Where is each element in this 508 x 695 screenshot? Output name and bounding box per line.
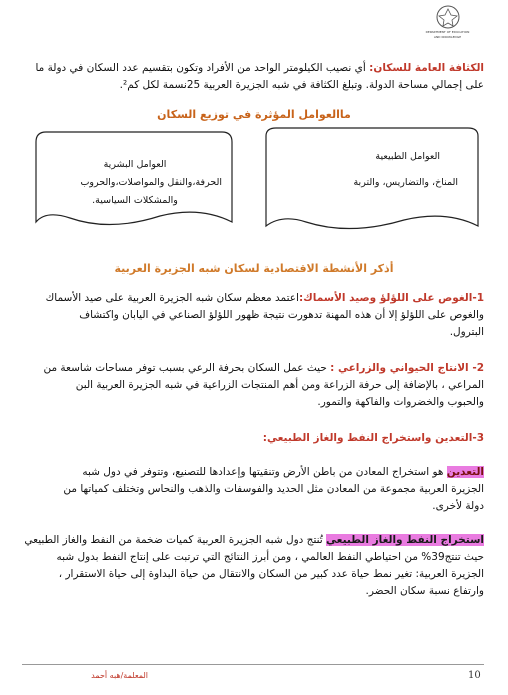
human-factors-items-1: الحرفة،والنقل والمواصلات،والحروب <box>80 177 222 188</box>
page-number: 10 <box>468 670 481 681</box>
activity-2-line-2: المراعي ، بالإضافة إلى حرفة الزراعة ومن أهم المنتجات الزراعية في شبه الجزيرة العربية البن <box>75 379 484 391</box>
oil-line-2: حيث تنتج39% من احتياطي النفط العالمي ، ومن أبرز النتائج التي ترتبت على إنتاج النفط بدول شبه <box>56 551 484 563</box>
factors-heading: ماالعوامل المؤثرة في توزيع السكان <box>157 108 351 121</box>
natural-factors-title: العوامل الطبيعية <box>375 151 440 162</box>
activity-3-title: 3-التعدين واستخراج النفط والغاز الطبيعي: <box>262 432 484 444</box>
footer-divider <box>22 664 484 665</box>
mining-paragraph <box>22 464 484 515</box>
activity-1-line-1: اعتمد معظم سكان شبه الجزيرة العربية على صيد الأسماك <box>45 292 299 304</box>
natural-factors-items: المناخ، والتضاريس، والتربة <box>353 177 458 188</box>
oil-line-3: الجزيرة العربية: تغير نمط حياة عدد كبير من السكان والانتقال من حياة البداوة إلى حياة الاستقرار ، <box>58 568 484 580</box>
mining-line-1: هو استخراج المعادن من باطن الأرض وتنقيتها وإعدادها للتصنيع، وتتوفر في دول شبه <box>82 466 447 478</box>
mining-term: التعدين <box>446 466 484 478</box>
activity-2-title: 2- الانتاج الحيواني والزراعي : <box>330 362 484 374</box>
oil-paragraph <box>22 532 484 600</box>
mining-line-3: دولة لأخرى. <box>432 500 484 512</box>
natural-factors-content <box>286 148 458 192</box>
density-line-1: أي نصيب الكيلومتر الواحد من الأفراد وتكون بتقسيم عدد السكان في دولة ما <box>35 62 370 74</box>
activity-1-line-2: والغوص على اللؤلؤ إلا أن هذه المهنة تدهورت نتيجة ظهور اللؤلؤ الصناعي في اليابان واكتشاف <box>79 309 484 321</box>
activities-heading: أذكر الأنشطة الاقتصادية لسكان شبه الجزيرة العربية <box>114 262 394 275</box>
factor-boxes <box>0 0 508 260</box>
human-factors-content <box>48 156 222 210</box>
footer-teacher: المعلمة/هبه أحمد <box>91 671 148 680</box>
activity-3 <box>22 430 484 447</box>
oil-line-1: تُنتج دول شبه الجزيرة العربية كميات ضخمة من النفط والغاز الطبيعي <box>24 534 327 546</box>
density-line-2: على إجمالي مساحة الدولة. وتبلغ الكثافة في شبه الجزيرة العربية 25نسمة لكل كم². <box>119 79 484 91</box>
logo-line-2: AND KNOWLEDGE <box>433 34 462 39</box>
mining-line-2: الجزيرة العربية مجموعة من المعادن مثل الحديد والفوسفات والذهب والنحاس وتختلف كمياتها من <box>63 483 484 495</box>
oil-line-4: وارتفاع نسبة سكان الحضر. <box>365 585 484 597</box>
human-factors-items-2: والمشكلات السياسية. <box>92 195 178 206</box>
human-factors-title: العوامل البشرية <box>103 159 167 170</box>
activity-1-title: 1-الغوص على اللؤلؤ وصيد الأسماك: <box>298 292 484 304</box>
activity-2 <box>22 360 484 411</box>
activity-2-line-1: حيث عمل السكان بحرفة الرعي بسبب توفر مساحات شاسعة من <box>43 362 331 374</box>
activity-2-line-3: والحبوب والخضروات والفاكهة والتمور. <box>317 396 484 408</box>
logo-line-1: DEPARTMENT OF EDUCATION <box>425 30 470 34</box>
density-term: الكثافة العامة للسكان: <box>369 62 484 74</box>
activity-1 <box>22 290 484 341</box>
oil-term: استخراج النفط والغاز الطبيعي <box>326 534 484 546</box>
activity-1-line-3: البترول. <box>449 326 484 338</box>
